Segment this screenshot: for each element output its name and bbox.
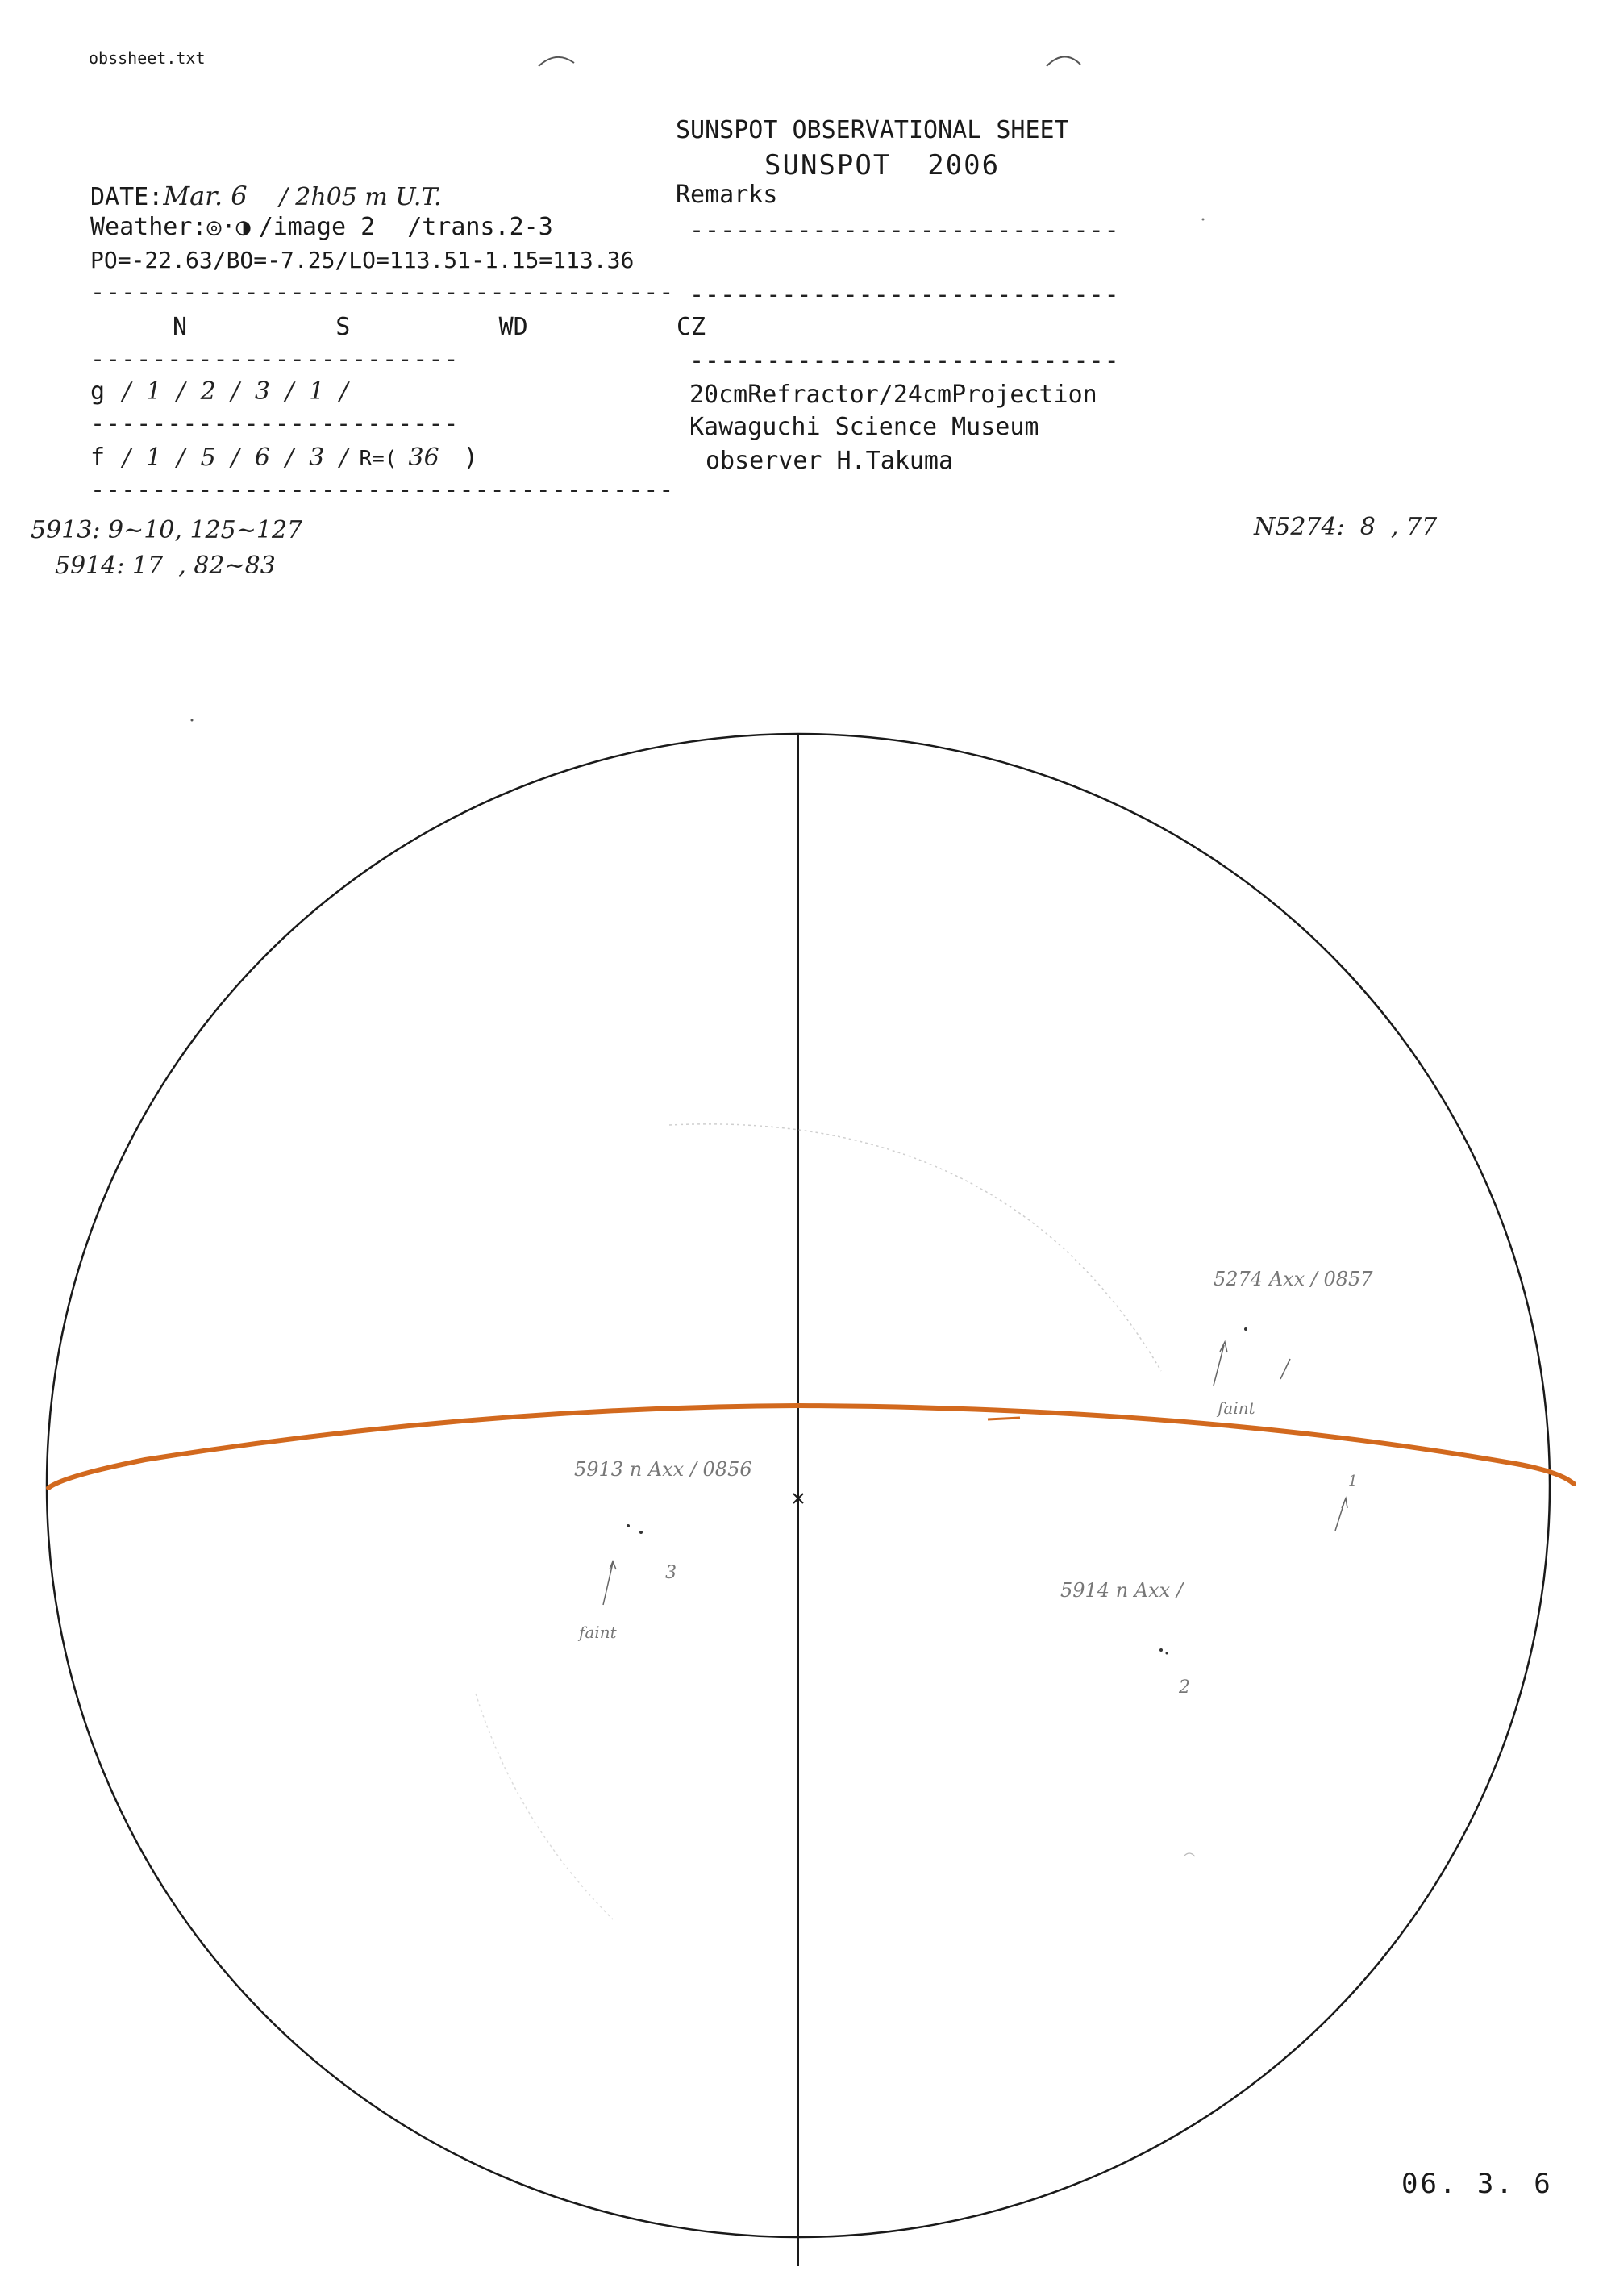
sunspot-5914-a	[1159, 1648, 1163, 1652]
label-5913-count: 3	[665, 1563, 677, 1583]
punch-mark-left	[539, 57, 574, 66]
date-value: Mar. 6	[163, 181, 248, 211]
pencil-speck	[1184, 1853, 1195, 1856]
pencil-arc-lower	[476, 1694, 613, 1919]
note-5274: N5274: 8 , 77	[1254, 513, 1438, 541]
label-5914-count: 2	[1179, 1677, 1190, 1698]
column-headers: N S WD CZ	[173, 313, 706, 341]
sunspot-5274	[1244, 1327, 1247, 1331]
file-label: obssheet.txt	[89, 48, 206, 68]
r-label: R=(	[359, 447, 398, 471]
arrow-5913	[603, 1561, 616, 1605]
equator-tick	[988, 1418, 1020, 1419]
stray-dot-2	[1202, 219, 1205, 221]
instrument-text: 20cmRefractor/24cmProjection	[689, 381, 1097, 409]
date-label: DATE:	[90, 183, 164, 211]
note-5913: 5913: 9~10, 125~127	[31, 516, 303, 544]
label-5913-faint: faint	[579, 1623, 617, 1642]
remarks-label: Remarks	[676, 181, 778, 209]
g-values: / 1 / 2 / 3 / 1 /	[123, 377, 348, 406]
g-label: g	[90, 377, 106, 406]
label-5274-faint: faint	[1218, 1398, 1255, 1418]
label-5913: 5913 n Axx / 0856	[574, 1458, 752, 1481]
remarks-line-3: ----------------------------	[689, 347, 1120, 375]
divider-1: --------------------------------------	[90, 278, 675, 306]
divider-3: ------------------------	[90, 410, 460, 438]
r-value: 36	[408, 444, 439, 472]
institution-text: Kawaguchi Science Museum	[689, 413, 1039, 441]
stray-dot	[191, 719, 194, 722]
sheet-subtitle: SUNSPOT 2006	[764, 149, 1001, 181]
weather-label: Weather:	[90, 213, 207, 241]
g-row	[90, 377, 348, 406]
image-value: /image 2	[258, 213, 376, 241]
divider-4: --------------------------------------	[90, 476, 675, 504]
params-row: PO=-22.63/BO=-7.25/LO=113.51-1.15=113.36	[90, 247, 635, 273]
label-east-count: 1	[1348, 1473, 1358, 1490]
sheet-title: SUNSPOT OBSERVATIONAL SHEET	[676, 116, 1069, 144]
label-5274: 5274 Axx / 0857	[1214, 1268, 1373, 1290]
label-5914: 5914 n Axx /	[1060, 1579, 1183, 1602]
r-close: )	[463, 444, 478, 472]
arrow-east	[1335, 1498, 1347, 1531]
solar-equator-line	[48, 1406, 1574, 1488]
footer-date: 06. 3. 6	[1401, 2168, 1553, 2200]
sunspot-5913-a	[627, 1524, 630, 1527]
arrow-5274	[1214, 1342, 1227, 1386]
remarks-line-2: ----------------------------	[689, 281, 1120, 309]
f-label: f	[90, 444, 106, 472]
weather-row	[90, 213, 553, 241]
trans-value: /trans.2-3	[407, 213, 553, 241]
f-values: / 1 / 5 / 6 / 3 /	[123, 444, 348, 472]
time-value: / 2h05 m U.T.	[279, 183, 442, 211]
f-row	[90, 444, 478, 472]
sunspot-5913-b	[639, 1531, 643, 1534]
pencil-arc-upper	[669, 1124, 1161, 1371]
sunspot-5914-b	[1166, 1652, 1168, 1655]
note-5914: 5914: 17 , 82~83	[55, 552, 276, 580]
divider-2: ------------------------	[90, 345, 460, 373]
observer-text: observer H.Takuma	[706, 447, 954, 475]
date-row	[90, 181, 442, 211]
punch-mark-right	[1047, 56, 1080, 66]
weather-icons: ◎·◑	[206, 213, 251, 241]
remarks-line-1: ----------------------------	[689, 216, 1120, 244]
tick-5274	[1280, 1359, 1290, 1379]
